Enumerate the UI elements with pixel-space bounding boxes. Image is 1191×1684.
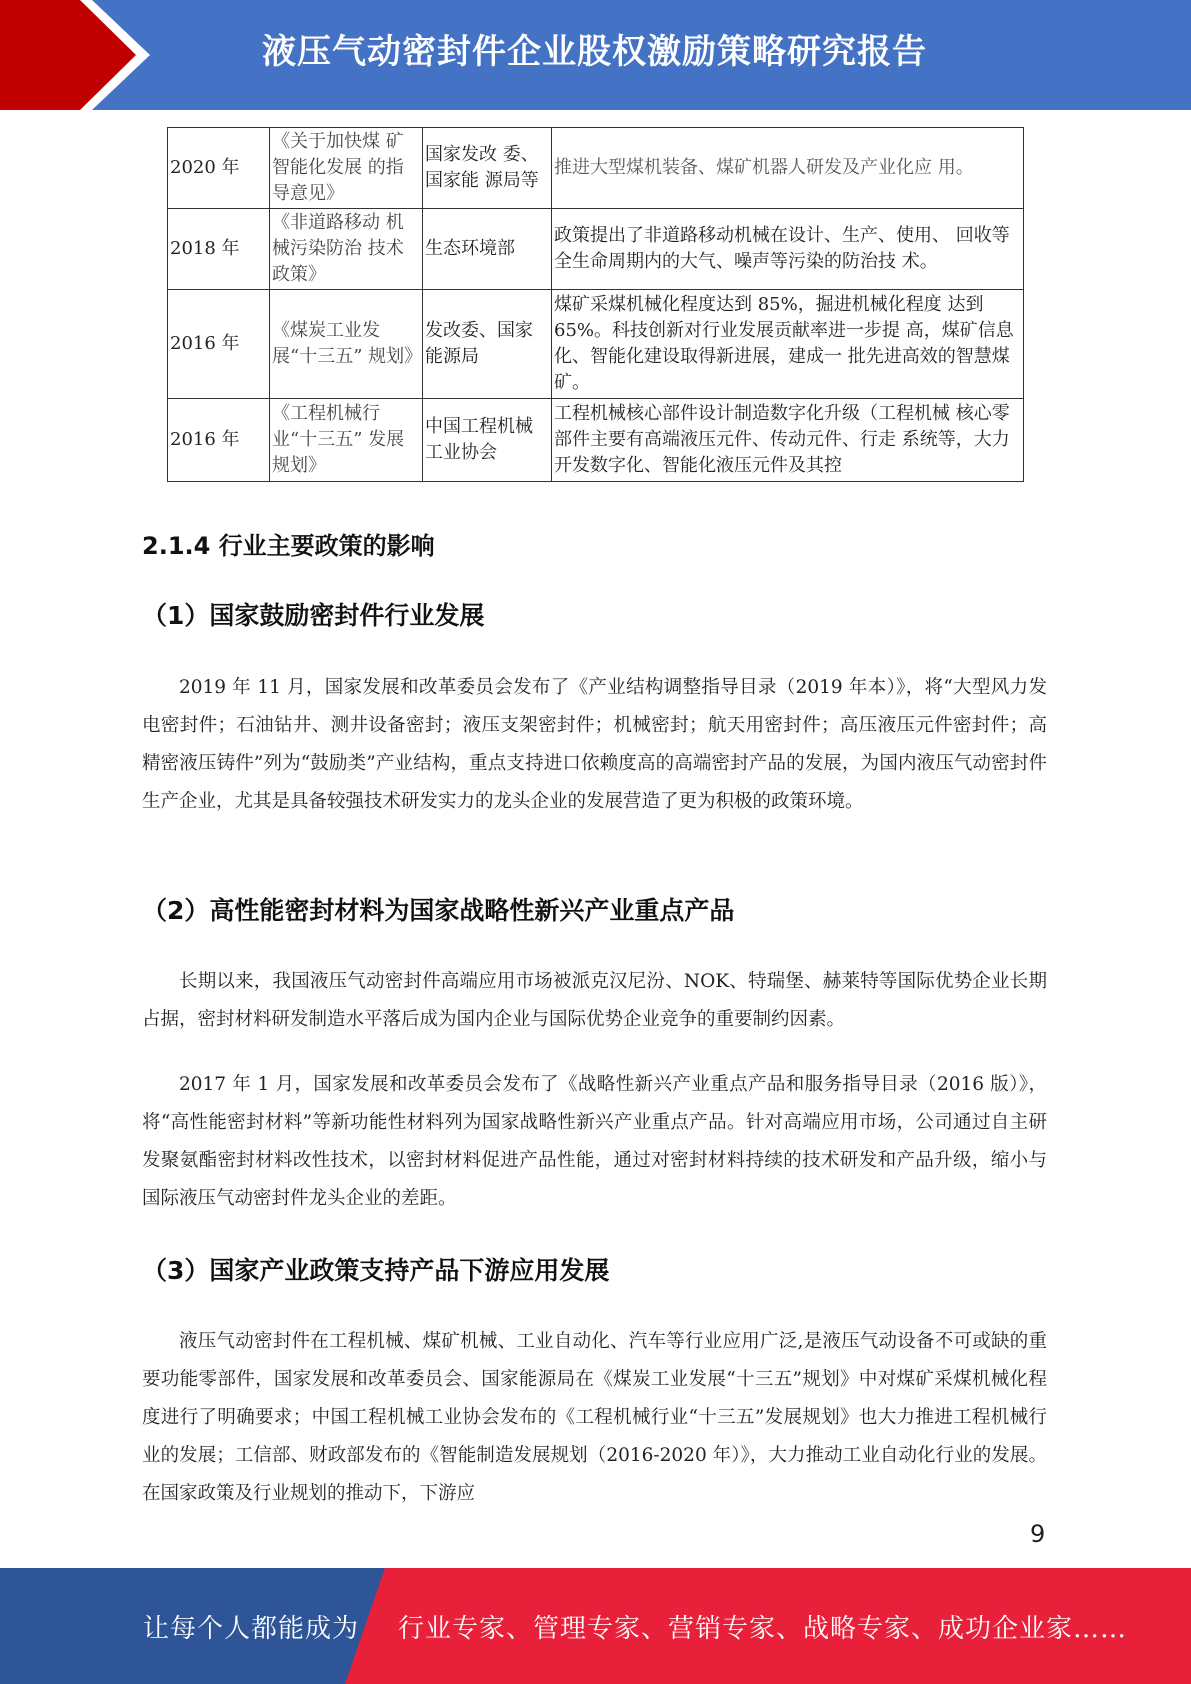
- report-title: 液压气动密封件企业股权激励策略研究报告: [262, 32, 927, 72]
- policy-content: 推进大型煤机装备、煤矿机器人研发及产业化应 用。: [552, 128, 1024, 209]
- header-chevron-decoration: [0, 0, 160, 110]
- policy-year: 2016 年: [168, 290, 270, 399]
- subsection-heading-1: （1）国家鼓励密封件行业发展: [142, 601, 485, 630]
- policy-name: 《关于加快煤 矿智能化发展 的指导意见》: [270, 128, 423, 209]
- policy-name: 《非道路移动 机械污染防治 技术政策》: [270, 209, 423, 290]
- policy-table: [167, 127, 1024, 482]
- policy-year: 2016 年: [168, 399, 270, 482]
- footer-slogan-left: 让每个人都能成为: [143, 1614, 360, 1644]
- paragraph-3: 2017 年 1 月，国家发展和改革委员会发布了《战略性新兴产业重点产品和服务指导目录（2016 版）》，将“高性能密封材料”等新功能性材料列为国家战略性新兴产业重点产品。针对高端应用市场，公司通过自主研发聚氨酯密封材料改性技术，以密封材料促进产品性能，通过对密封材料持续的技术研发和产品升级，缩小与国际液压气动密封件龙头企业的差距。: [142, 1074, 1047, 1209]
- table-row: [168, 128, 1024, 209]
- table-row: [168, 290, 1024, 399]
- policy-issuer: 生态环境部: [423, 209, 552, 290]
- policy-issuer: 国家发改 委、国家能 源局等: [423, 128, 552, 209]
- paragraph-2: 长期以来，我国液压气动密封件高端应用市场被派克汉尼汾、NOK、特瑞堡、赫莱特等国际优势企业长期占据，密封材料研发制造水平落后成为国内企业与国际优势企业竞争的重要制约因素。: [142, 971, 1047, 1030]
- policy-name: 《工程机械行 业“十三五” 发展规划》: [270, 399, 423, 482]
- policy-name: 《煤炭工业发 展“十三五” 规划》: [270, 290, 423, 399]
- policy-content: 工程机械核心部件设计制造数字化升级（工程机械 核心零部件主要有高端液压元件、传动元件、行走 系统等，大力开发数字化、智能化液压元件及其控: [552, 399, 1024, 482]
- subsection-heading-3: （3）国家产业政策支持产品下游应用发展: [142, 1256, 610, 1285]
- policy-year: 2020 年: [168, 128, 270, 209]
- page-footer: [0, 1568, 1191, 1684]
- policy-year: 2018 年: [168, 209, 270, 290]
- policy-content: 煤矿采煤机械化程度达到 85%，掘进机械化程度 达到 65%。科技创新对行业发展贡献率进一步提 高，煤矿信息化、智能化建设取得新进展，建成一 批先进高效的智慧煤矿。: [552, 290, 1024, 399]
- paragraph-4: 液压气动密封件在工程机械、煤矿机械、工业自动化、汽车等行业应用广泛,是液压气动设备不可或缺的重要功能零部件，国家发展和改革委员会、国家能源局在《煤炭工业发展“十三五”规划》中对煤矿采煤机械化程度进行了明确要求；中国工程机械工业协会发布的《工程机械行业“十三五”发展规划》也大力推进工程机械行业的发展；工信部、财政部发布的《智能制造发展规划（2016-2020 年）》，大力推动工业自动化行业的发展。在国家政策及行业规划的推动下，下游应: [142, 1331, 1047, 1504]
- table-row: [168, 209, 1024, 290]
- footer-slogan-right: 行业专家、管理专家、营销专家、战略专家、成功企业家……: [398, 1614, 1128, 1644]
- subsection-heading-2: （2）高性能密封材料为国家战略性新兴产业重点产品: [142, 896, 735, 925]
- policy-content: 政策提出了非道路移动机械在设计、生产、使用、 回收等全生命周期内的大气、噪声等污染的防治技 术。: [552, 209, 1024, 290]
- section-heading: 2.1.4 行业主要政策的影响: [142, 532, 435, 560]
- page-number: 9: [1030, 1520, 1046, 1548]
- policy-issuer: 发改委、国家能源局: [423, 290, 552, 399]
- policy-issuer: 中国工程机械工业协会: [423, 399, 552, 482]
- paragraph-1: 2019 年 11 月，国家发展和改革委员会发布了《产业结构调整指导目录（2019 年本）》，将“大型风力发电密封件；石油钻井、测井设备密封；液压支架密封件；机械密封；航天用密封件；高压液压元件密封件；高精密液压铸件”列为“鼓励类”产业结构，重点支持进口依赖度高的高端密封产品的发展，为国内液压气动密封件生产企业，尤其是具备较强技术研发实力的龙头企业的发展营造了更为积极的政策环境。: [142, 677, 1047, 812]
- page-header: [0, 0, 1191, 110]
- table-row: [168, 399, 1024, 482]
